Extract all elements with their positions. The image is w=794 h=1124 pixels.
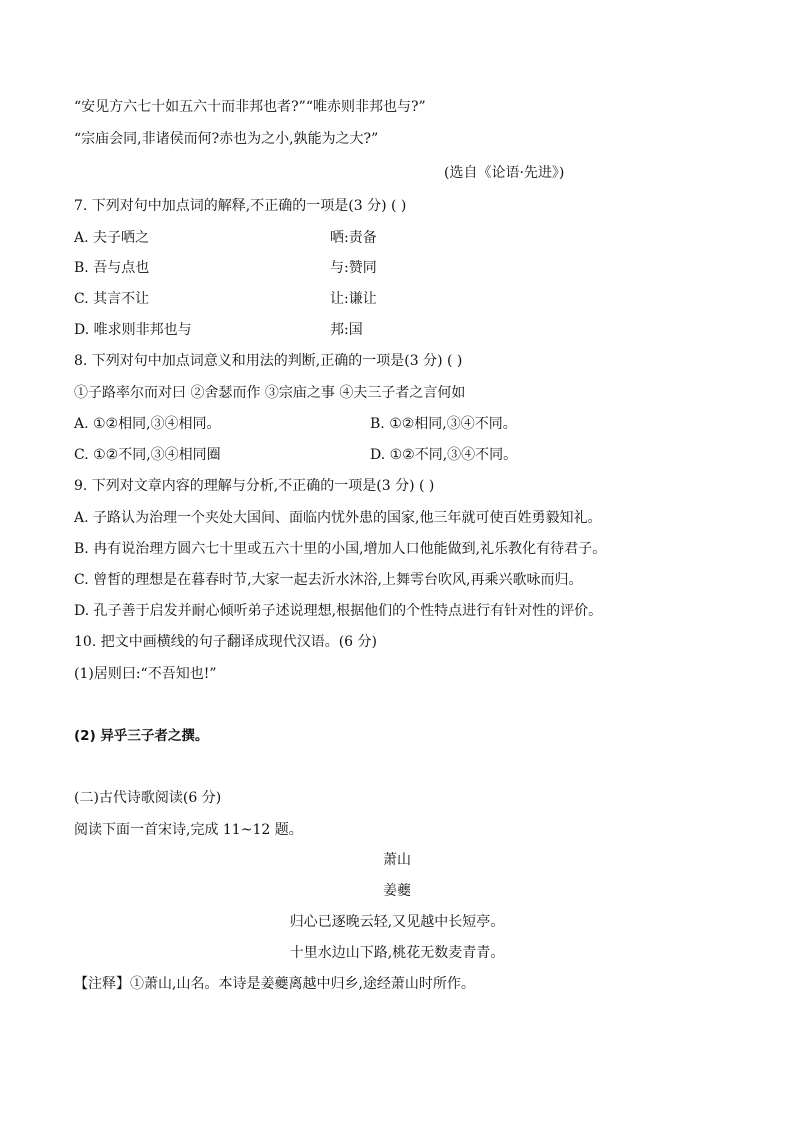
q9-option-c: C. 曾皙的理想是在暮春时节,大家一起去沂水沐浴,上舞雩台吹风,再乘兴歌咏而归。 — [74, 572, 583, 588]
q7-option-d: D. 唯求则非邦也与 — [74, 322, 192, 338]
q10-sentence-2: (2) 异乎三子者之撰。 — [74, 728, 209, 744]
poem-line-2: 十里水边山下路,桃花无数麦青青。 — [289, 945, 505, 961]
q8-option-c: C. ①②不同,③④相同圈 — [74, 447, 221, 463]
passage-line-2: “宗庙会同,非诸侯而何?赤也为之小,孰能为之大?” — [74, 131, 379, 147]
q7-option-d-gloss: 邦:国 — [330, 322, 363, 338]
q8-items: ①子路率尔而对曰 ②舍瑟而作 ③宗庙之事 ④夫三子者之言何如 — [74, 385, 466, 401]
q7-option-c-gloss: 让:谦让 — [330, 291, 377, 307]
q7-option-c: C. 其言不让 — [74, 291, 150, 307]
q8-option-b: B. ①②相同,③④不同。 — [370, 416, 517, 432]
passage-source: (选自《论语·先进》) — [444, 165, 565, 181]
q10-sentence-1: (1)居则曰:“不吾知也!” — [74, 666, 217, 682]
poem-title: 萧山 — [383, 852, 411, 868]
passage-line-1: “安见方六七十如五六十而非邦也者?”“唯赤则非邦也与?” — [74, 99, 426, 115]
q7-option-b-gloss: 与:赞同 — [330, 260, 377, 276]
q7-option-a-gloss: 哂:责备 — [330, 230, 377, 246]
q7-option-b: B. 吾与点也 — [74, 260, 150, 276]
q8-option-d: D. ①②不同,③④不同。 — [370, 447, 518, 463]
q9-option-b: B. 冉有说治理方圆六七十里或五六十里的小国,增加人口他能做到,礼乐教化有待君子。 — [74, 541, 607, 557]
q10-stem: 10. 把文中画横线的句子翻译成现代汉语。(6 分) — [74, 634, 377, 650]
poem-note: 【注释】①萧山,山名。本诗是姜夔离越中归乡,途经萧山时所作。 — [74, 976, 475, 992]
poem-author: 姜夔 — [383, 883, 411, 899]
q7-stem: 7. 下列对句中加点词的解释,不正确的一项是(3 分) ( ) — [74, 198, 407, 214]
q9-stem: 9. 下列对文章内容的理解与分析,不正确的一项是(3 分) ( ) — [74, 478, 435, 494]
section-2-intro: 阅读下面一首宋诗,完成 11~12 题。 — [74, 822, 303, 838]
section-2-title: (二)古代诗歌阅读(6 分) — [74, 790, 222, 806]
q9-option-a: A. 子路认为治理一个夹处大国间、面临内忧外患的国家,他三年就可使百姓勇毅知礼。 — [74, 510, 602, 526]
q9-option-d: D. 孔子善于启发并耐心倾听弟子述说理想,根据他们的个性特点进行有针对性的评价。 — [74, 603, 603, 619]
q8-option-a: A. ①②相同,③④相同。 — [74, 416, 221, 432]
q8-stem: 8. 下列对句中加点词意义和用法的判断,正确的一项是(3 分) ( ) — [74, 353, 463, 369]
poem-line-1: 归心已逐晚云轻,又见越中长短亭。 — [289, 914, 505, 930]
q7-option-a: A. 夫子哂之 — [74, 230, 150, 246]
